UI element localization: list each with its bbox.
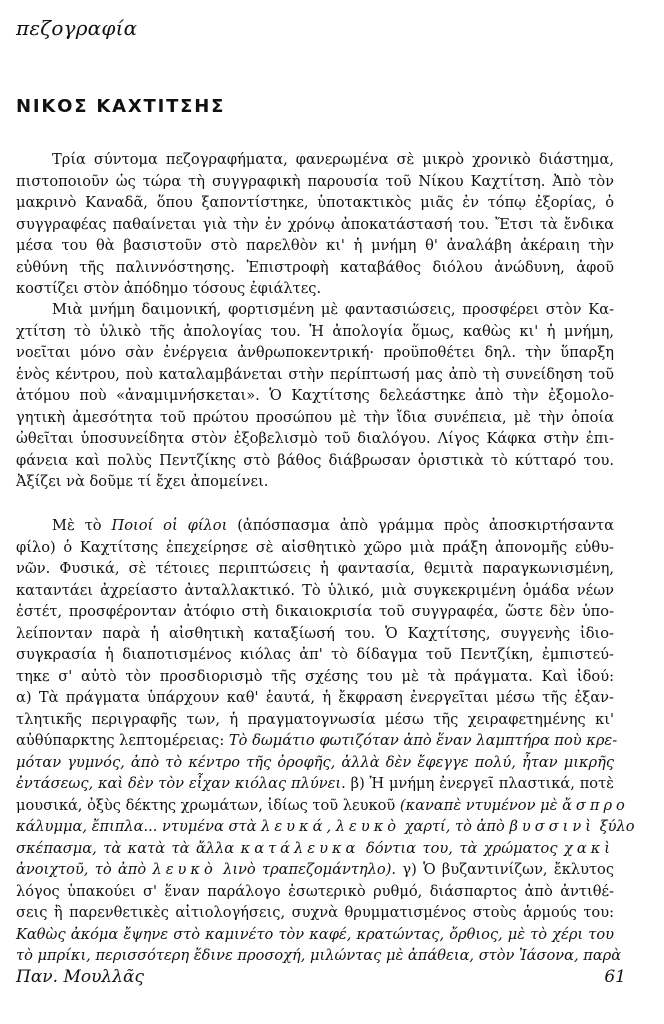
quote-fragment: ,	[326, 818, 336, 835]
quote-fragment: δόντια του, τὰ χρώματος	[359, 839, 564, 857]
text-line: μέσα του θὰ βασιστοῦν στὸ παρελθὸν κι' ἡ μνήμη θ' ἀναλάβη ἀκέραιη τὴν	[16, 237, 614, 254]
text-line: σεις ἢ παρενθετικὲς αἰτιολογήσεις, συχνὰ θρυμματισμένος στοὺς ἁρμούς του:	[16, 904, 614, 921]
text-line: χτίτση τὸ ὑλικὸ τῆς ἀπολογίας του. Ἡ ἀπολογία ὅμως, καθὼς κι' ἡ μνήμη,	[16, 322, 614, 340]
text-line: α) Τὰ πράγματα ὑπάρχουν καθ' ἑαυτά, ἡ ἔκφραση ἐνεργεῖται μέσω τῆς ἐξαν-	[16, 689, 614, 706]
text-line: φάνεια καὶ πολὺς Πεντζίκης στὸ βάθος διάβρωσαν ὁριστικὰ τὸ κύτταρό του.	[16, 451, 614, 469]
text-line: νῶν. Φυσικά, σὲ τέτοιες περιπτώσεις ἡ φαντασία, θεμιτὰ παραγκωνισμένη,	[16, 560, 614, 577]
spaced-emphasis: λευκά	[261, 818, 327, 835]
quote-fragment: λινὸ τραπεζομάντηλο).	[216, 861, 397, 878]
spaced-emphasis: λευκὸ	[152, 861, 217, 878]
text-line: κοστίζει στὸν ἀπόδημο τόσους ἐφιάλτες.	[16, 280, 322, 297]
text-line: νοεῖται μόνο σὰν ἐνέργεια ἀνθρωποκεντρική· προϋποθέτει δηλ. τὴν ὕπαρξη	[16, 344, 614, 361]
text-fragment: (ἀπόσπασμα ἀπὸ γράμμα πρὸς ἀποσκιρτήσαντα	[227, 517, 614, 534]
section-label: πεζογραφία	[16, 16, 138, 40]
text-line: γητικὴ ἀμεσότητα τοῦ πρώτου προσώπου μὲ τὴν ἴδια συνέπεια, μὲ τὴν ὁποία	[16, 408, 614, 426]
text-fragment: αὐθύπαρκτης λεπτομέρειας:	[16, 732, 229, 749]
text-line: ὠθεῖται ὑποσυνείδητα στὸν ἐξοβελισμὸ τοῦ διαλόγου. Λίγος Κάφκα στὴν ἐπι-	[16, 430, 614, 447]
quote-fragment: ξύλο	[595, 818, 635, 835]
quote-fragment: κάλυμμα, ἔπιπλα... ντυμένα στὰ	[16, 818, 262, 835]
text-line: ἀτόμου ποὺ «ἀναμιμνήσκεται». Ὁ Καχτίτσης δελεάστηκε ἀπὸ τὴν ἐξομολο-	[16, 387, 614, 404]
paragraph-1	[16, 149, 614, 300]
text-line: λείπονταν παρὰ ἡ αἰσθητικὴ καταξίωσή του. Ὁ Καχτίτσης, συγγενὴς ἰδιο-	[16, 624, 614, 642]
work-title: Ποιοί οἱ φίλοι	[111, 517, 228, 534]
spaced-emphasis: κατάλευκα	[240, 839, 360, 857]
text-line	[16, 859, 614, 881]
quote-fragment: Καθὼς ἀκόμα ἔψηνε στὸ καμινέτο τὸν καφέ, κρατώντας, ὄρθιος, μὲ τὸ χέρι του	[16, 925, 614, 943]
author-heading: ΝΙΚΟΣ ΚΑΧΤΙΤΣΗΣ	[16, 96, 226, 117]
text-line: συγγραφέας παθαίνεται γιὰ τὴν ἐν χρόνῳ ἀποκατάστασή του. Ἔτσι τὰ ἔνδικα	[16, 215, 614, 233]
text-fragment: μουσικά, ὀξὺς δέκτης χρωμάτων, ἰδίως τοῦ λευκοῦ	[16, 796, 400, 814]
text-line	[16, 945, 622, 967]
quote-fragment: Τὸ δωμάτιο φωτιζόταν ἀπὸ ἕναν λαμπτήρα ποὺ κρε-	[228, 732, 618, 749]
quote-fragment: σκέπασμα, τὰ κατὰ τὰ ἄλλα	[16, 839, 241, 857]
text-fragment: Μὲ τὸ	[52, 517, 112, 534]
text-line	[16, 752, 614, 774]
text-fragment: γ) Ὁ βυζαντινίζων, ἔκλυτος	[396, 861, 614, 878]
quote-fragment: χαρτί, τὸ ἀπὸ	[400, 818, 510, 835]
text-line: ἑνὸς κέντρου, ποὺ καταλαμβάνεται στὴν περίπτωσή μας ἀπὸ τὴ συνείδηση τοῦ	[16, 365, 614, 383]
text-line	[16, 795, 629, 817]
text-line: συγκρασία ἡ διαποτισμένος κιόλας ἀπ' τὸ δίδαγμα τοῦ Πεντζίκη, ἐμπιστεύ-	[16, 646, 614, 663]
quote-fragment: τὸ μπρίκι, περισσότερη ἔδινε προσοχή, μιλώντας μὲ ἀπάθεια, στὸν Ἰάσονα, παρὰ	[16, 947, 622, 964]
text-line: τλητικῆς περιγραφῆς των, ἡ πραγματογνωσία μέσω τῆς χειραφετημένης κι'	[16, 710, 614, 728]
quote-fragment: ἀνοιχτοῦ, τὸ ἀπὸ	[16, 861, 153, 878]
spaced-emphasis: ἄσπρο	[562, 796, 629, 814]
spaced-emphasis: λευκὸ	[335, 818, 401, 835]
text-line: καταντάει ἀχρείαστο ἀνταλλακτικό. Τὸ ὑλικό, μιὰ συγκεκριμένη ὁμάδα νέων	[16, 581, 614, 599]
text-line: τηκε σ' αὐτὸ τὸν προσδιορισμὸ τῆς σχέσης του μὲ τὰ πράγματα. Καὶ ἰδού:	[16, 667, 614, 685]
spaced-emphasis: χακὶ	[564, 839, 614, 857]
text-line: Ἀξίζει νὰ δοῦμε τί ἔχει ἀπομείνει.	[16, 473, 269, 490]
text-line: φίλο) ὁ Καχτίτσης ἐπεχείρησε σὲ αἰσθητικὸ χῶρο μιὰ πράξη ἀπονομῆς εὐθυ-	[16, 538, 614, 556]
text-line: Μιὰ μνήμη δαιμονική, φορτισμένη μὲ φαντασιώσεις, προσφέρει στὸν Κα-	[52, 301, 614, 318]
text-line	[16, 773, 614, 795]
quote-fragment: μόταν γυμνός, ἀπὸ τὸ κέντρο τῆς ὀροφῆς, ἀλλὰ δὲν ἔφεγγε πολύ, ἦταν μικρῆς	[16, 753, 614, 771]
text-line: λόγος ὑπακούει σ' ἕναν παράλογο ἐσωτερικὸ ρυθμό, διάσπαρτος ἀπὸ ἀντιθέ-	[16, 882, 614, 900]
footer-author: Παν. Μουλλᾶς	[16, 967, 144, 987]
paragraph-2	[16, 299, 614, 493]
paragraph-3	[16, 515, 635, 967]
text-line	[16, 730, 618, 752]
quote-fragment: (καναπὲ ντυμένον μὲ	[399, 796, 563, 814]
text-line	[16, 924, 614, 946]
text-fragment: β) Ἡ μνήμη ἐνεργεῖ πλαστικά, ποτὲ	[345, 775, 614, 792]
text-line	[16, 838, 614, 860]
text-line: πιστοποιοῦν ὡς τώρα τὴ συγγραφικὴ παρουσία τοῦ Νίκου Καχτίτση. Ἀπὸ τὸν	[16, 172, 614, 190]
text-line	[16, 816, 635, 838]
text-line: εὐθύνη τῆς παλιννόστησης. Ἐπιστροφὴ καταβάθος διόλου ἀνώδυνη, ἀφοῦ	[16, 258, 614, 276]
text-line: Τρία σύντομα πεζογραφήματα, φανερωμένα σὲ μικρὸ χρονικὸ διάστημα,	[52, 151, 614, 168]
text-line: ἐστέτ, προσφέρονταν ἀτόφιο στὴ δικαιοκρισία τοῦ συγγραφέα, ὥστε δὲν ὑπο-	[16, 603, 614, 620]
text-line	[16, 515, 614, 537]
quote-fragment: ἐντάσεως, καὶ δὲν τὸν εἶχαν κιόλας πλύνει.	[16, 775, 346, 792]
page-number: 61	[604, 967, 626, 987]
text-line: μακρινὸ Καναδᾶ, ὅπου ξαποντίστηκε, ὑποτακτικὸς μιᾶς ἐν τόπῳ ἐξορίας, ὁ	[16, 194, 614, 211]
spaced-emphasis: βυσσινὶ	[509, 818, 595, 835]
